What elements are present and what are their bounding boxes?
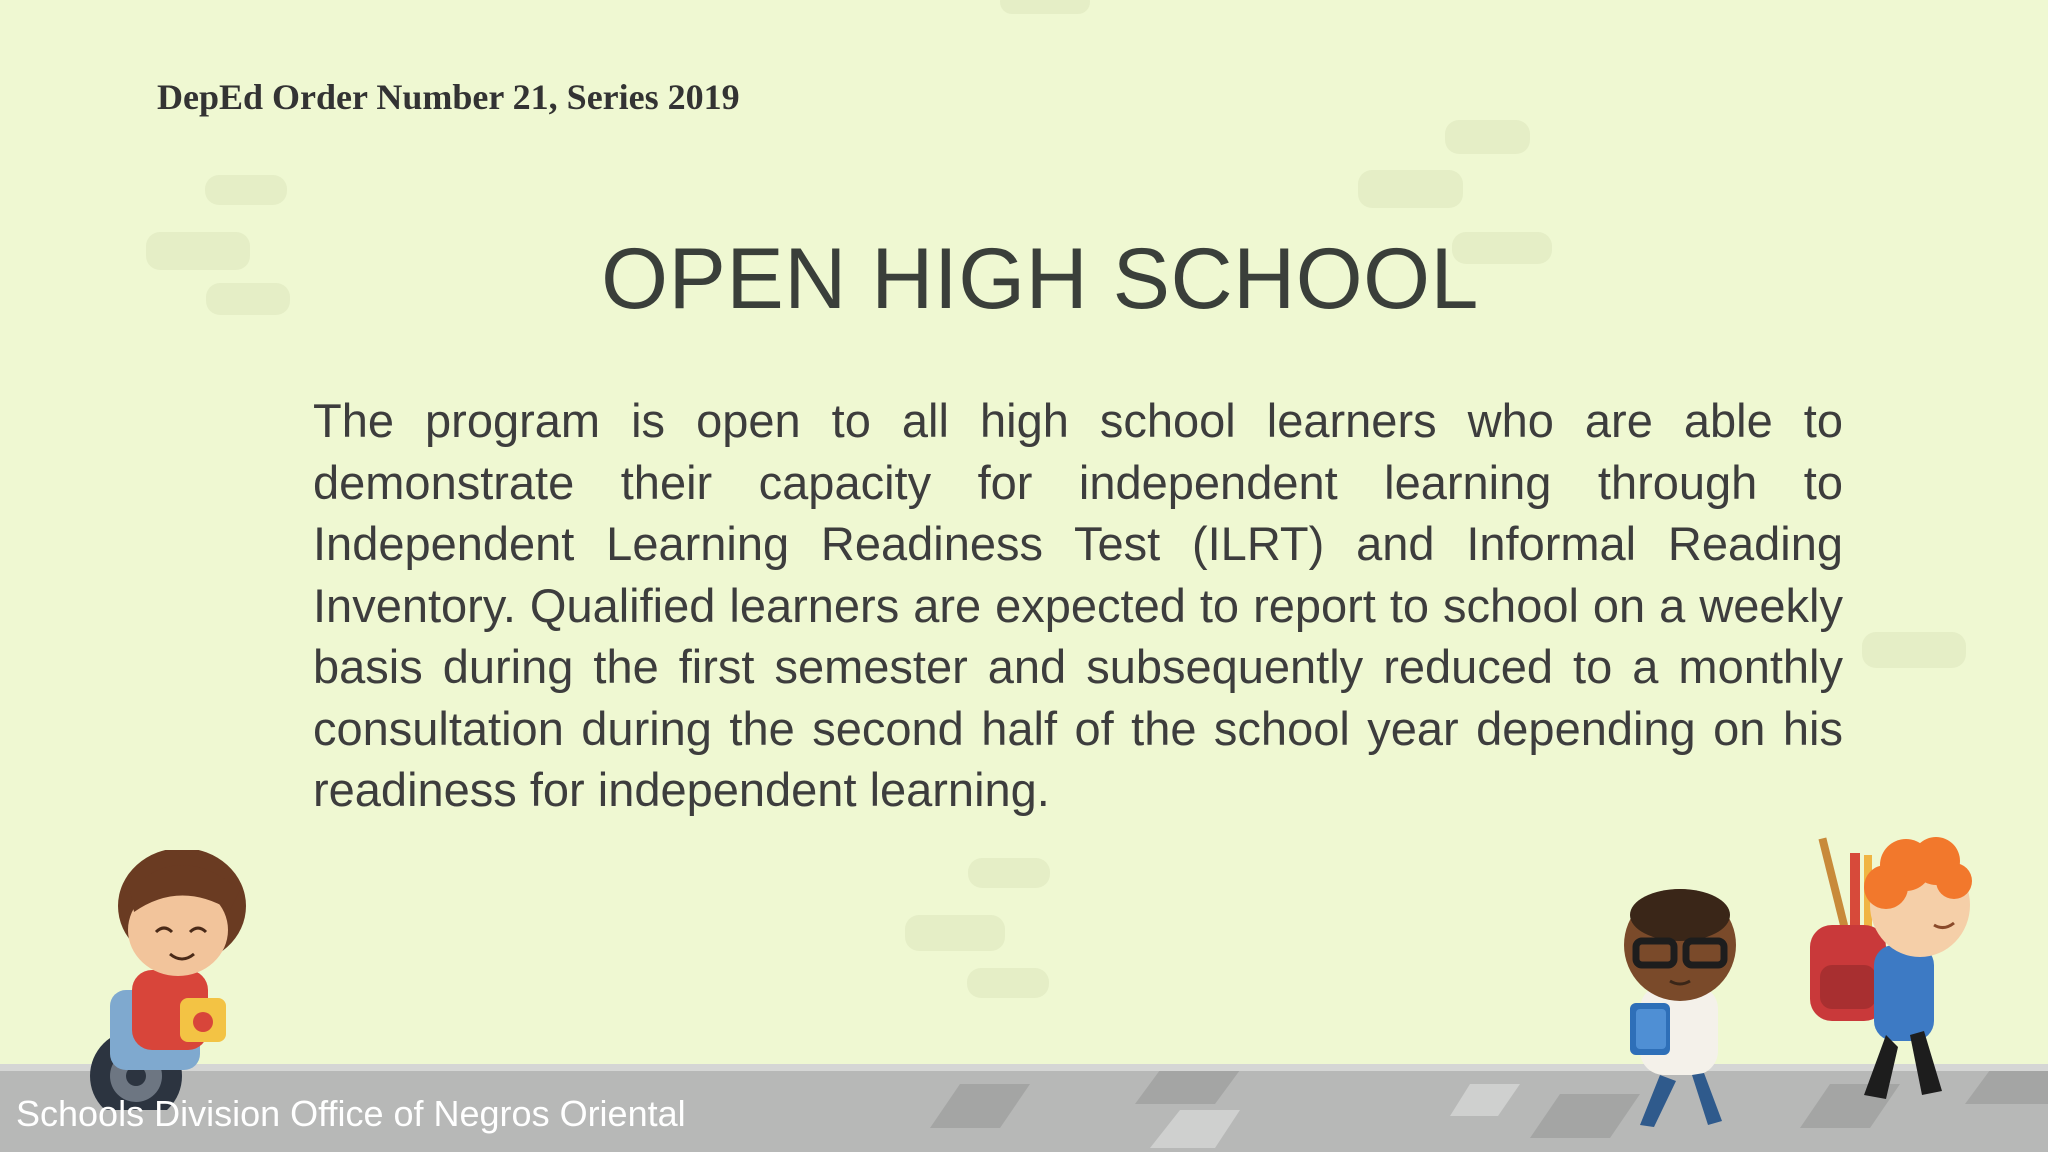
background-brick — [1358, 170, 1463, 208]
background-brick — [1862, 632, 1966, 668]
background-brick — [968, 858, 1050, 888]
background-brick — [967, 968, 1049, 998]
background-brick — [905, 915, 1005, 951]
order-reference: DepEd Order Number 21, Series 2019 — [157, 77, 740, 117]
footer-office-name: Schools Division Office of Negros Oriental — [16, 1093, 686, 1134]
background-brick — [1445, 120, 1530, 154]
background-brick — [205, 175, 287, 205]
slide-body-text: The program is open to all high school learners who are able to demonstrate their capacity for independent learning through to Independent Learning Readiness Test (ILRT) and Informal Reading Inventory. Qualified learners are expected to report to school on a weekly basis during the first semester and subsequently reduced to a monthly consultation during the second half of the school year depending on his readiness for independent learning. — [313, 394, 1843, 816]
boy-with-backpack-illustration — [1790, 825, 1990, 1125]
girl-in-wheelchair-illustration — [70, 850, 310, 1110]
background-brick — [1000, 0, 1090, 14]
slide-title: OPEN HIGH SCHOOL — [601, 231, 1479, 327]
boy-with-books-illustration — [1600, 885, 1770, 1130]
